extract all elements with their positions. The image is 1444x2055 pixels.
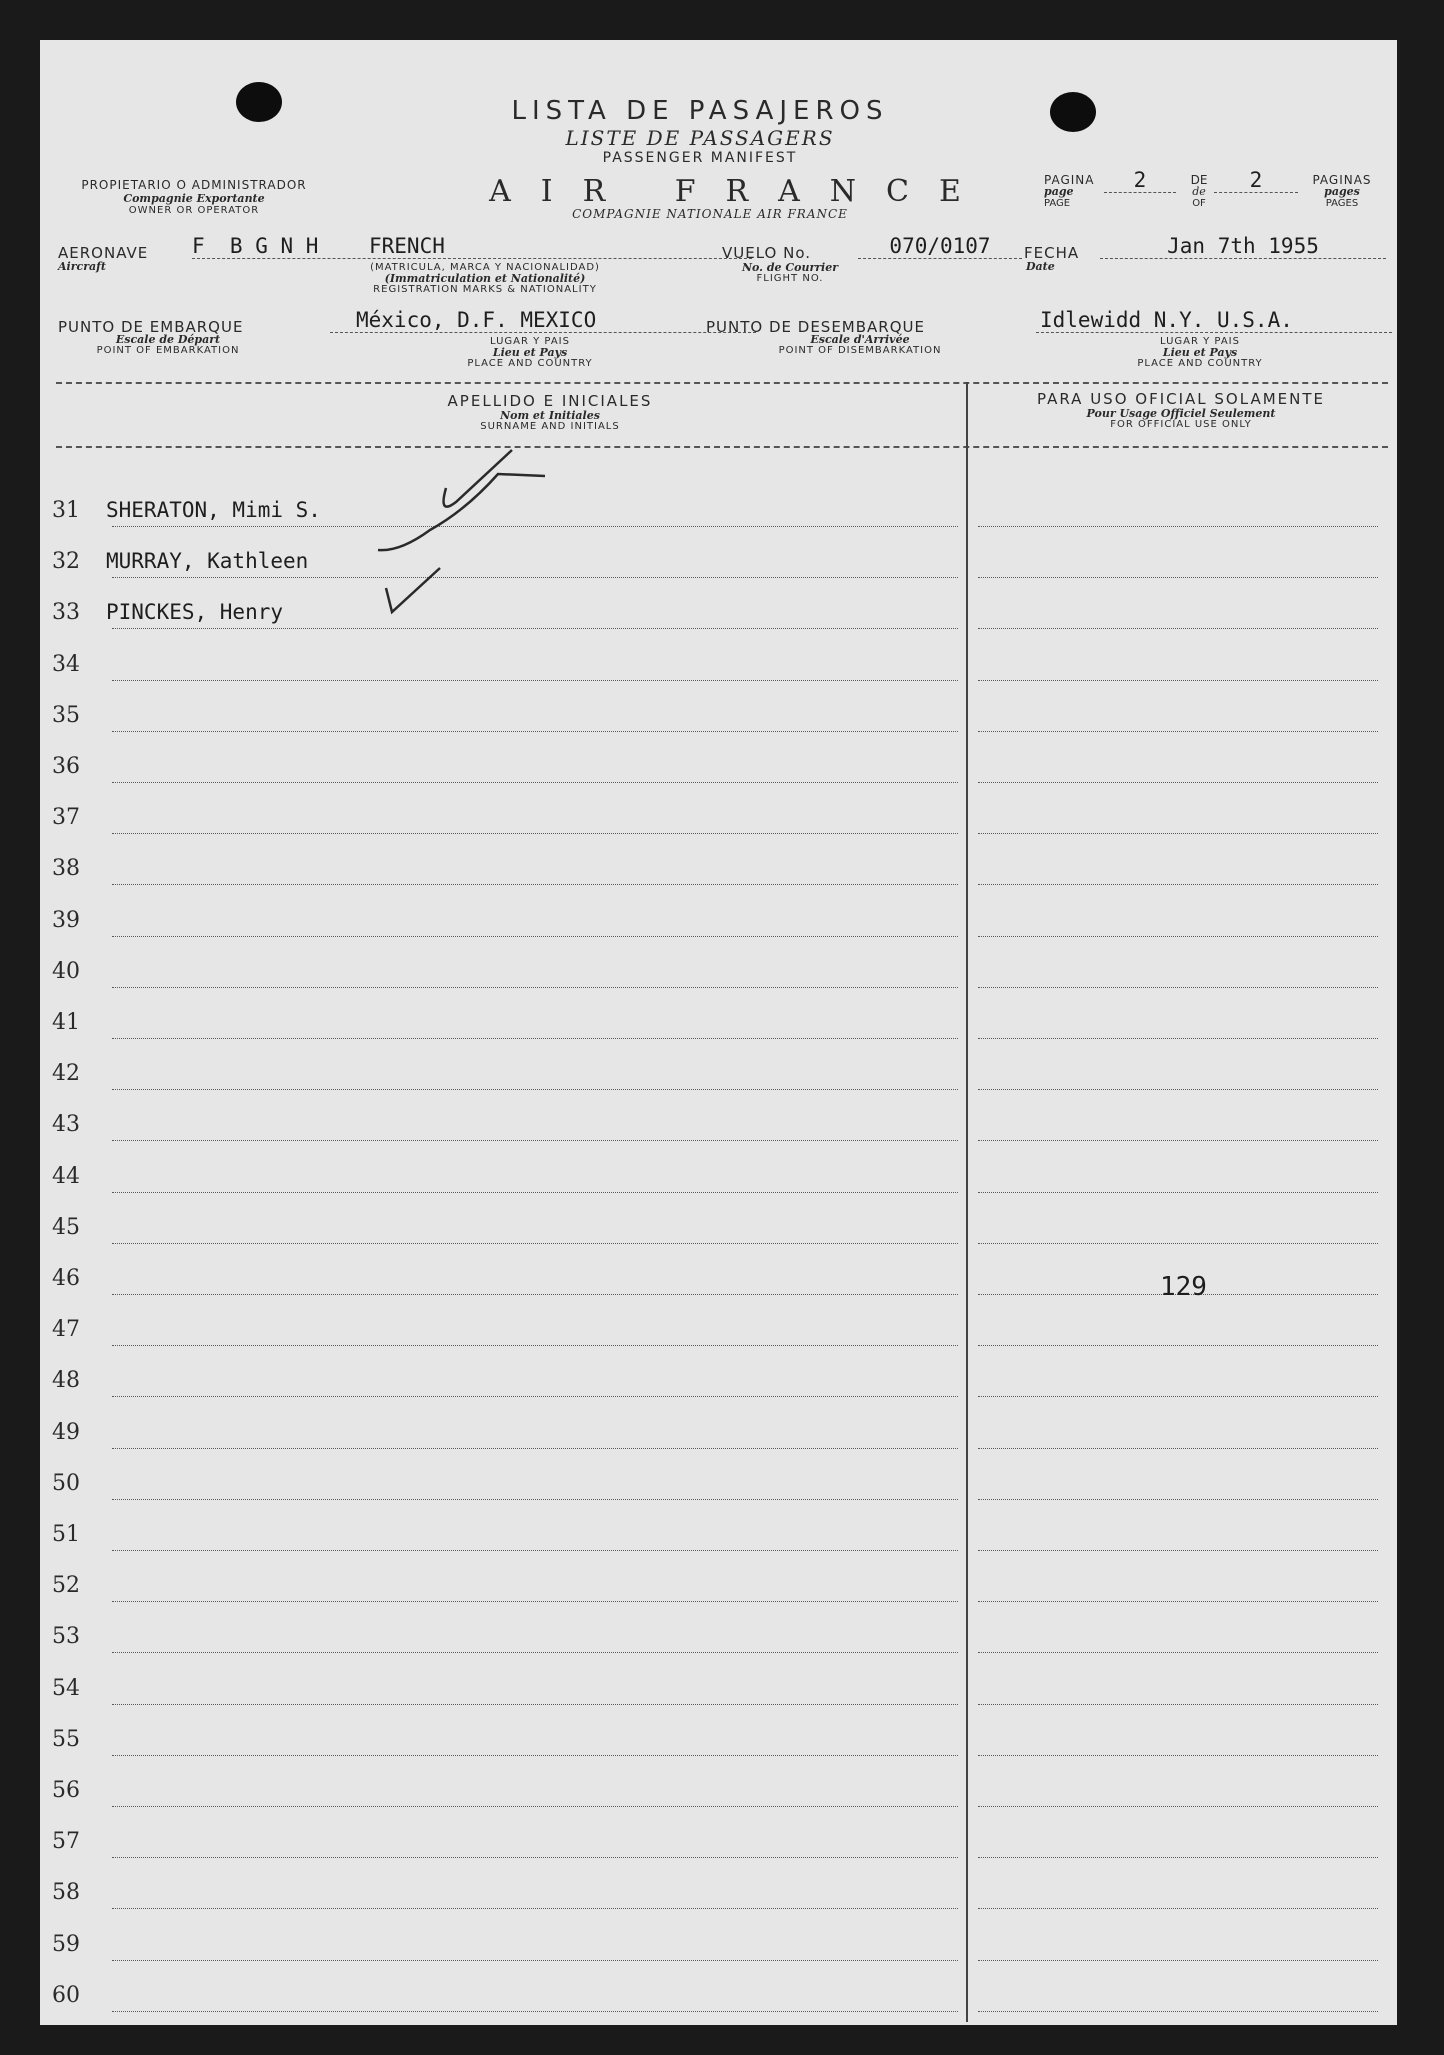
row-number: 45	[52, 1215, 80, 1240]
flight-label-en: FLIGHT NO.	[756, 273, 824, 284]
row-number: 32	[52, 549, 80, 574]
manifest-sheet	[40, 40, 1397, 2025]
row-number: 59	[52, 1932, 80, 1957]
page-label-es: PAGINA	[1044, 173, 1095, 187]
embark-sub-fr: Lieu et Pays	[492, 346, 568, 359]
date-label-fr: Date	[1026, 260, 1055, 273]
row-number: 35	[52, 703, 80, 728]
flight-number: 070/0107	[858, 234, 1022, 259]
row-number: 44	[52, 1164, 80, 1189]
row-number: 46	[52, 1266, 80, 1291]
row-number: 36	[52, 754, 80, 779]
official-header-en: FOR OFFICIAL USE ONLY	[1110, 419, 1252, 430]
page-number: 2	[1104, 168, 1176, 193]
passenger-name: PINCKES, Henry	[106, 600, 284, 624]
disembark-sub-en: PLACE AND COUNTRY	[1137, 358, 1263, 369]
row-number: 31	[52, 498, 80, 523]
row-number: 57	[52, 1829, 80, 1854]
row-number: 33	[52, 600, 80, 625]
title-spanish: LISTA DE PASAJEROS	[511, 96, 889, 126]
disembark-label: PUNTO DE DESEMBARQUE	[706, 318, 925, 336]
row-number: 48	[52, 1368, 80, 1393]
row-number: 51	[52, 1522, 80, 1547]
passenger-name: MURRAY, Kathleen	[106, 549, 309, 573]
page-total: 2	[1214, 168, 1298, 193]
row-number: 43	[52, 1112, 80, 1137]
check-mark-row-31	[444, 450, 512, 507]
disembark-label-fr: Escale d'Arrivée	[810, 333, 910, 346]
row-number: 52	[52, 1573, 80, 1598]
title-french: LISTE DE PASSAGERS	[565, 126, 835, 150]
row-number: 54	[52, 1676, 80, 1701]
airline-subtitle: COMPAGNIE NATIONALE AIR FRANCE	[572, 207, 848, 221]
flight-label-fr: No. de Courrier	[741, 261, 839, 274]
row-number: 53	[52, 1624, 80, 1649]
disembark-sub-fr: Lieu et Pays	[1162, 346, 1238, 359]
row-number: 37	[52, 805, 80, 830]
flight-date: Jan 7th 1955	[1100, 234, 1386, 259]
owner-label-es: PROPIETARIO O ADMINISTRADOR	[81, 178, 307, 192]
row-number: 56	[52, 1778, 80, 1803]
official-use-number: 129	[1160, 1272, 1207, 1302]
owner-label-en: OWNER OR OPERATOR	[128, 205, 260, 216]
disembark-sub-es: LUGAR Y PAIS	[1160, 336, 1240, 347]
official-header-es: PARA USO OFICIAL SOLAMENTE	[1037, 390, 1325, 408]
flight-label: VUELO No.	[722, 244, 812, 262]
pages-label-es: PAGINAS	[1312, 173, 1372, 187]
check-mark-row-32	[378, 474, 545, 550]
row-number: 40	[52, 959, 80, 984]
disembark-label-en: POINT OF DISEMBARKATION	[778, 345, 942, 356]
row-number: 50	[52, 1471, 80, 1496]
row-number: 60	[52, 1983, 80, 2008]
names-header-en: SURNAME AND INITIALS	[480, 421, 620, 432]
names-header-fr: Nom et Initiales	[500, 409, 600, 422]
row-number: 58	[52, 1880, 80, 1905]
aircraft-label: AERONAVE	[58, 244, 149, 262]
row-number: 42	[52, 1061, 80, 1086]
row-number: 55	[52, 1727, 80, 1752]
disembark-value: Idlewidd N.Y. U.S.A.	[1036, 308, 1392, 333]
embark-sub-en: PLACE AND COUNTRY	[467, 358, 593, 369]
row-number: 47	[52, 1317, 80, 1342]
embark-label-fr: Escale de Départ	[115, 333, 221, 346]
airline-name: AIR FRANCE	[489, 174, 991, 209]
official-header-fr: Pour Usage Officiel Seulement	[1086, 407, 1276, 420]
pages-label-fr: pages	[1324, 185, 1360, 198]
row-number: 34	[52, 652, 80, 677]
row-number: 49	[52, 1420, 80, 1445]
of-label-en: OF	[1192, 198, 1206, 209]
pages-label-en: PAGES	[1325, 198, 1359, 209]
check-mark-row-33	[386, 568, 440, 612]
aircraft-label-fr: Aircraft	[58, 260, 106, 273]
page-label-fr: page	[1044, 185, 1074, 198]
embark-label: PUNTO DE EMBARQUE	[58, 318, 244, 336]
date-label: FECHA	[1024, 244, 1080, 262]
embark-sub-es: LUGAR Y PAIS	[490, 336, 570, 347]
embark-value: México, D.F. MEXICO	[330, 308, 756, 333]
passenger-name: SHERATON, Mimi S.	[106, 498, 321, 522]
aircraft-value: F B G N H FRENCH	[192, 234, 752, 259]
row-number: 39	[52, 908, 80, 933]
of-label-es: DE	[1190, 173, 1208, 187]
handwritten-check-marks	[40, 40, 1397, 2025]
of-label-fr: de	[1192, 185, 1206, 198]
owner-label-fr: Compagnie Exportante	[123, 192, 265, 205]
page-label-en: PAGE	[1044, 198, 1071, 209]
row-number: 41	[52, 1010, 80, 1035]
aircraft-sub-es: (MATRICULA, MARCA Y NACIONALIDAD)	[370, 262, 600, 273]
aircraft-sub-en: REGISTRATION MARKS & NATIONALITY	[373, 284, 597, 295]
embark-label-en: POINT OF EMBARKATION	[96, 345, 240, 356]
aircraft-sub-fr: (Immatriculation et Nationalité)	[384, 272, 586, 285]
names-header-es: APELLIDO E INICIALES	[447, 392, 653, 410]
row-number: 38	[52, 856, 80, 881]
title-english: PASSENGER MANIFEST	[602, 150, 798, 166]
